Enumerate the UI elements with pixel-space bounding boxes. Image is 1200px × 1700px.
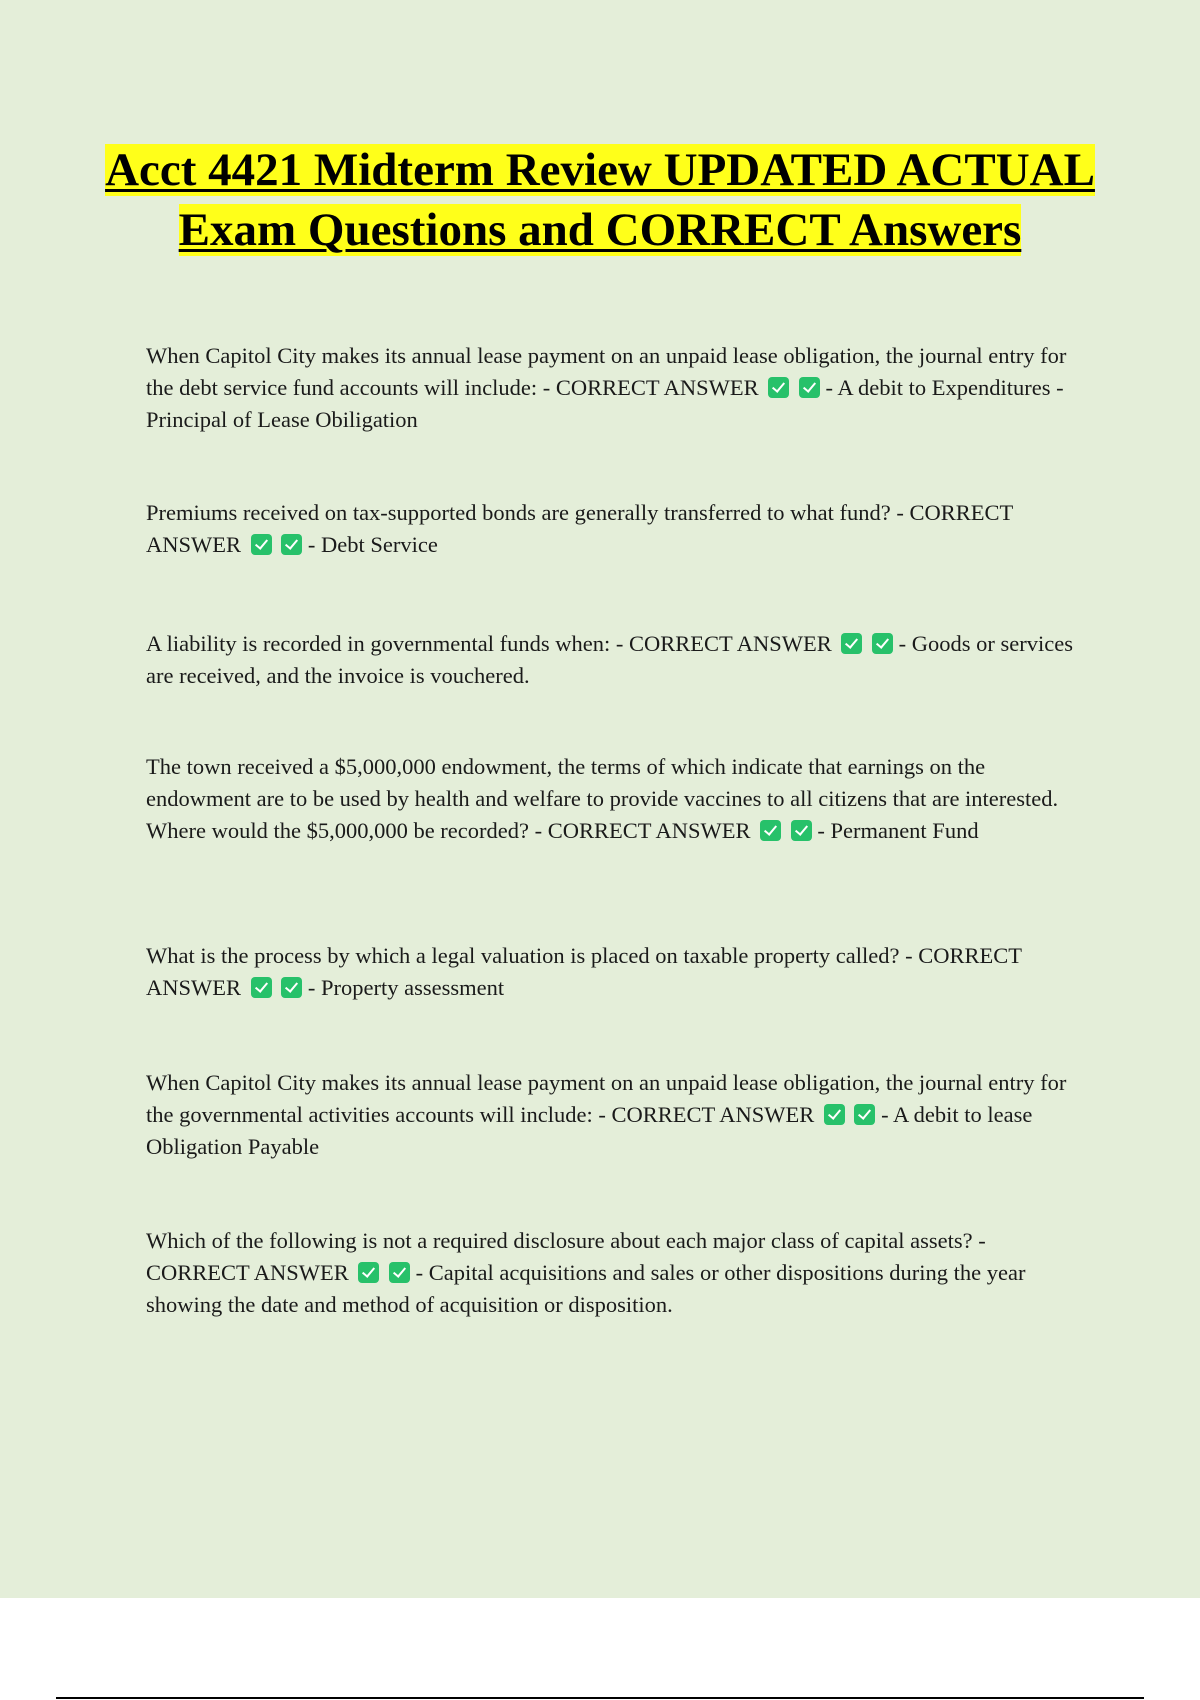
- check-box-icon: [791, 820, 812, 841]
- document-title-text: Acct 4421 Midterm Review UPDATED ACTUAL Exam Questions and CORRECT Answers: [105, 144, 1095, 256]
- qa-item-6: [146, 1067, 1091, 1163]
- question-text: When Capitol City makes its annual lease payment on an unpaid lease obligation, the journal entry for the debt service fund accounts will include: - CORRECT ANSWER: [146, 343, 1067, 400]
- question-text: What is the process by which a legal valuation is placed on taxable property called? - CORRECT ANSWER: [146, 943, 1022, 1000]
- qa-item-7: [146, 1225, 1091, 1321]
- check-box-icon: [841, 633, 862, 654]
- check-box-icon: [389, 1262, 410, 1283]
- check-box-icon: [799, 377, 820, 398]
- check-box-icon: [768, 377, 789, 398]
- question-text: Premiums received on tax-supported bonds are generally transferred to what fund? - CORRECT ANSWER: [146, 500, 1013, 557]
- question-text: When Capitol City makes its annual lease payment on an unpaid lease obligation, the journal entry for the governmental activities accounts will include: - CORRECT ANSWER: [146, 1070, 1067, 1127]
- question-text: The town received a $5,000,000 endowment, the terms of which indicate that earnings on the endowment are to be used by health and welfare to provide vaccines to all citizens that are interested. Where would the $5,000,000 be recorded? - CORRECT ANSWER: [146, 754, 1059, 843]
- check-box-icon: [824, 1104, 845, 1125]
- answer-text: - Goods or services are received, and the invoice is vouchered.: [146, 631, 1073, 688]
- answer-text: - Permanent Fund: [817, 818, 979, 843]
- document-title: [100, 140, 1100, 260]
- check-box-icon: [251, 977, 272, 998]
- answer-text: - Property assessment: [307, 975, 505, 1000]
- check-box-icon: [872, 633, 893, 654]
- answer-text: - Debt Service: [307, 532, 438, 557]
- qa-item-3: [146, 628, 1091, 692]
- answer-text: - A debit to lease Obligation Payable: [146, 1102, 1033, 1159]
- question-text: A liability is recorded in governmental funds when: - CORRECT ANSWER: [146, 631, 832, 656]
- answer-text: - Capital acquisitions and sales or other dispositions during the year showing the date and method of acquisition or disposition.: [146, 1260, 1026, 1317]
- qa-item-1: [146, 340, 1091, 436]
- check-box-icon: [854, 1104, 875, 1125]
- check-box-icon: [760, 820, 781, 841]
- answer-text: - A debit to Expenditures - Principal of Lease Obiligation: [146, 375, 1064, 432]
- check-box-icon: [281, 534, 302, 555]
- footer-rule: [56, 1697, 1144, 1699]
- question-text: Which of the following is not a required disclosure about each major class of capital assets? - CORRECT ANSWER: [146, 1228, 986, 1285]
- qa-item-5: [146, 940, 1091, 1004]
- check-box-icon: [251, 534, 272, 555]
- check-box-icon: [281, 977, 302, 998]
- check-box-icon: [358, 1262, 379, 1283]
- qa-item-4: [146, 751, 1091, 847]
- qa-item-2: [146, 497, 1091, 561]
